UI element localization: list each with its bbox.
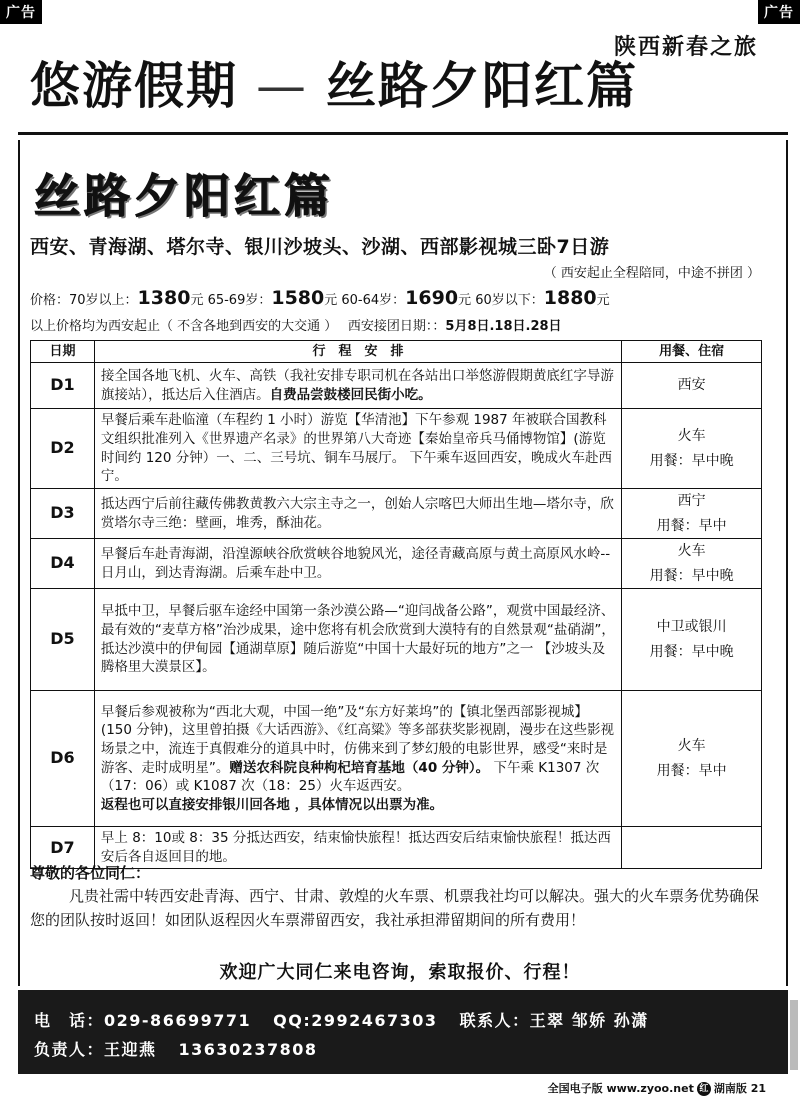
table-row bbox=[31, 409, 762, 489]
price-amount-2: 1580 bbox=[271, 287, 325, 309]
day-label: D1 bbox=[31, 363, 95, 409]
price-label-2: 65-69岁： bbox=[207, 293, 272, 308]
header-day: 日期 bbox=[31, 341, 95, 363]
header bbox=[0, 0, 800, 140]
tour-note: （ 西安起止全程陪同，中途不拼团 ） bbox=[543, 266, 760, 281]
lodging: 西安 bbox=[677, 377, 706, 394]
phone-number: 029-86699771 bbox=[104, 1011, 252, 1030]
tour-route: 西安、青海湖、塔尔寺、银川沙坡头、沙湖、西部影视城三卧7日游 bbox=[30, 236, 610, 258]
day-label: D3 bbox=[31, 489, 95, 539]
description-highlight: 赠送农科院良种枸杞培育基地（40 分钟）。 bbox=[229, 759, 490, 776]
body-paragraph: 凡贵社需中转西安赴青海、西宁、甘肃、敦煌的火车票、机票我社均可以解决。强大的火车票务优势确保您的团队按时返回！如团队返程因火车票滞留西安，我社承担滞留期间的所有费用！ bbox=[30, 887, 760, 929]
footer-region: 湖南版 bbox=[713, 1082, 747, 1095]
day-label: D2 bbox=[31, 409, 95, 489]
main-title bbox=[30, 46, 638, 118]
qq-number: 2992467303 bbox=[311, 1011, 438, 1030]
day-description bbox=[94, 409, 621, 489]
meal-cell bbox=[622, 489, 762, 539]
price-amount-4: 1880 bbox=[543, 287, 597, 309]
day-description bbox=[94, 489, 621, 539]
table-row bbox=[31, 489, 762, 539]
day-label: D4 bbox=[31, 539, 95, 589]
meal-cell bbox=[622, 363, 762, 409]
price-amount-1: 1380 bbox=[137, 287, 191, 309]
page-footer bbox=[548, 1080, 766, 1096]
table-header-row bbox=[31, 341, 762, 363]
day-description bbox=[94, 827, 621, 869]
main-title-left: 悠游假期 bbox=[30, 57, 238, 115]
ad-label-right: 广告 bbox=[758, 0, 800, 24]
description-text: 早上 8：10或 8：35 分抵达西安，结束愉快旅程！抵达西安后结束愉快旅程！抵达西安后各自返回目的地。 bbox=[100, 830, 611, 865]
page-number: 21 bbox=[750, 1082, 766, 1095]
lodging: 中卫或银川 bbox=[656, 619, 727, 635]
description-text: 早餐后参观被称为“西北大观，中国一绝”及“东方好莱坞”的【镇北堡西部影视城】(150 分钟)，这里曾拍摄《大话西游》、《红高粱》等多部获奖影视剧，漫步在这些影视场景之中，流连于真假难分的道具中时，仿佛来到了梦幻般的电影世界，感受“来时是游客、走时成明星”。 bbox=[100, 703, 615, 776]
description-highlight-2: 返程也可以直接安排银川回各地 ，具体情况以出票为准。 bbox=[100, 796, 444, 813]
meals: 用餐：早中晚 bbox=[649, 643, 734, 660]
description-highlight: 自费品尝鼓楼回民街小吃。 bbox=[269, 386, 432, 403]
meals: 用餐：早中晚 bbox=[649, 567, 734, 584]
contacts-label: 联系人： bbox=[459, 1011, 530, 1030]
description-text: 早餐后车赴青海湖，沿湟源峡谷欣赏峡谷地貌风光，途径青藏高原与黄土高原风水岭--日月山，到达青海湖。后乘车赴中卫。 bbox=[100, 545, 611, 581]
table-row bbox=[31, 539, 762, 589]
ad-label-left: 广告 bbox=[0, 0, 42, 24]
table-row bbox=[31, 589, 762, 691]
day-label: D6 bbox=[31, 691, 95, 827]
price-amount-3: 1690 bbox=[405, 287, 459, 309]
lodging: 火车 bbox=[677, 543, 706, 559]
description-text: 早餐后乘车赴临潼（车程约 1 小时）游览【华清池】下午参观 1987 年被联合国教科文组织批准列入《世界遗产名录》的世界第八大奇迹【秦始皇帝兵马俑博物馆】(游览时间约 120 分钟）一、二、三号坑、铜车马展厅。 下午乘车返回西安，晚成火车赴西宁。 bbox=[100, 412, 613, 485]
lodging: 西宁 bbox=[677, 493, 706, 509]
main-title-separator: — bbox=[256, 57, 308, 115]
day-description bbox=[94, 691, 621, 827]
greeting: 尊敬的各位同仁： bbox=[30, 864, 151, 882]
header-meals: 用餐、住宿 bbox=[622, 341, 762, 363]
footer-logo-icon: 红 bbox=[697, 1082, 711, 1096]
meals: 用餐：早中 bbox=[656, 517, 727, 534]
price-unit-1: 元 bbox=[190, 293, 208, 308]
lodging: 火车 bbox=[677, 428, 706, 444]
tour-name: 丝路夕阳红篇 bbox=[34, 169, 334, 223]
day-description bbox=[94, 539, 621, 589]
price-unit-4: 元 bbox=[596, 293, 610, 308]
lodging: 火车 bbox=[677, 738, 706, 754]
manager-label: 负责人： bbox=[34, 1040, 105, 1059]
day-label: D7 bbox=[31, 827, 95, 869]
manager-name: 王迎燕 bbox=[104, 1040, 157, 1059]
day-label: D5 bbox=[31, 589, 95, 691]
description-text-2: 下午乘 K1307 次（17：06）或 K1087 次（18：25）火车返西安。 bbox=[100, 759, 600, 795]
meal-cell bbox=[622, 539, 762, 589]
description-text: 抵达西宁后前往藏传佛教黄教六大宗主寺之一，创始人宗喀巴大师出生地—塔尔寺，欣赏塔尔寺三绝：壁画，堆秀，酥油花。 bbox=[100, 495, 614, 531]
footer-site: www.zyoo.net bbox=[606, 1082, 694, 1095]
side-stripe bbox=[790, 1000, 798, 1070]
price-unit-2: 元 bbox=[324, 293, 342, 308]
meal-cell bbox=[622, 827, 762, 869]
price-note bbox=[30, 315, 562, 334]
footer-edition: 全国电子版 bbox=[547, 1082, 603, 1095]
meals: 用餐：早中 bbox=[656, 762, 727, 779]
meals: 用餐：早中晚 bbox=[649, 452, 734, 469]
qq-label: QQ: bbox=[273, 1011, 312, 1030]
itinerary-table bbox=[30, 340, 762, 869]
price-unit-3: 元 bbox=[458, 293, 476, 308]
table-row bbox=[31, 363, 762, 409]
departure-dates: 5月8日.18日.28日 bbox=[445, 319, 562, 334]
meal-cell bbox=[622, 691, 762, 827]
phone-label: 电 话： bbox=[34, 1011, 105, 1030]
price-label-4: 60岁以下： bbox=[475, 293, 544, 308]
contact-line-1 bbox=[34, 1008, 649, 1031]
header-schedule: 行 程 安 排 bbox=[94, 341, 621, 363]
price-row bbox=[30, 287, 610, 309]
price-note-text: 以上价格均为西安起止（ 不含各地到西安的大交通 ） 西安接团日期：： bbox=[30, 319, 446, 334]
price-label-3: 60-64岁： bbox=[341, 293, 406, 308]
contact-line-2 bbox=[34, 1037, 318, 1060]
meal-cell bbox=[622, 589, 762, 691]
description-text: 早抵中卫，早餐后驱车途经中国第一条沙漠公路—“迎闫战备公路”，观赏中国最经济、最有效的“麦草方格”治沙成果，途中您将有机会欣赏到大漠特有的自然景观“盐硝湖”，抵达沙漠中的伊甸园【通湖草原】随后游览“中国十大最好玩的地方”之一 【沙坡头及腾格里大漠景区】。 bbox=[100, 603, 615, 676]
day-description bbox=[94, 363, 621, 409]
contact-bar bbox=[18, 990, 788, 1074]
day-description bbox=[94, 589, 621, 691]
mobile-number: 13630237808 bbox=[178, 1040, 318, 1059]
contacts-names: 王翠 邹娇 孙潇 bbox=[529, 1011, 649, 1030]
table-row bbox=[31, 691, 762, 827]
price-label-1: 价格：70岁以上： bbox=[30, 293, 138, 308]
header-divider bbox=[18, 132, 788, 135]
description-text: 接全国各地飞机、火车、高铁（我社安排专职司机在各站出口举悠游假期黄底红字导游旗接站），抵达后入住酒店。 bbox=[100, 367, 614, 403]
tour-subtitle: 陕西新春之旅 bbox=[613, 35, 758, 60]
welcome-slogan: 欢迎广大同仁来电咨询，索取报价、行程！ bbox=[219, 962, 581, 983]
meal-cell bbox=[622, 409, 762, 489]
main-title-right: 丝路夕阳红篇 bbox=[326, 57, 638, 115]
